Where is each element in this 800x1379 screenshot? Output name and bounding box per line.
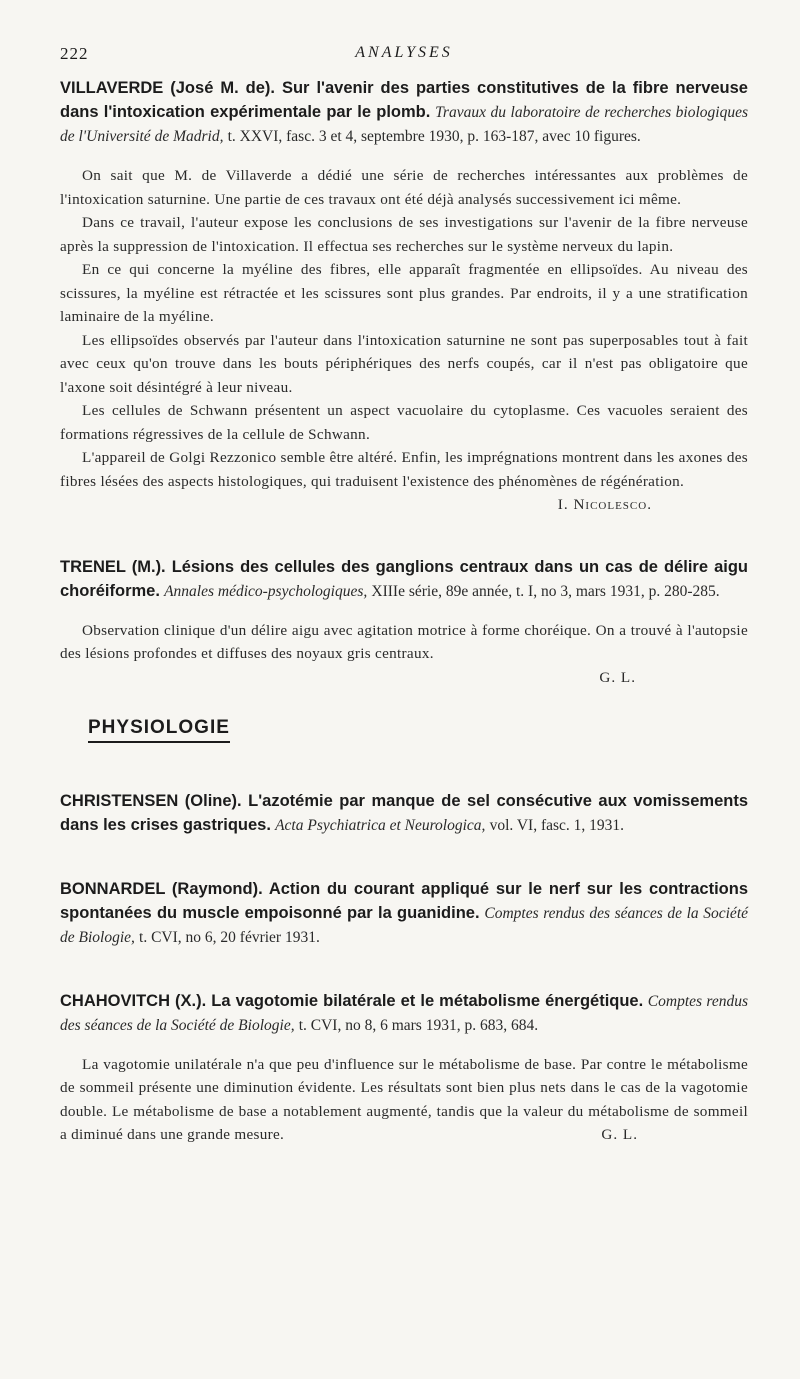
paragraph-text: L'appareil de Golgi Rezzonico semble être altéré. Enfin, les imprégnations montrent dans les axones des fibres lésées des aspects histologiques, qui traduisent l'existence des phénomènes de régénération. [60,449,748,490]
review-entry-trenel [60,555,748,689]
reviewer-signature: G. L. [599,668,636,686]
entry-details: vol. VI, fasc. 1, 1931. [489,816,625,834]
entry-source: Annales médico-psychologiques, [164,582,368,600]
entry-heading [60,789,748,837]
paragraph-last [60,1053,748,1147]
paragraph: Observation clinique d'un délire aigu avec agitation motrice à forme choréique. On a trouvé à l'autopsie des lésions profondes et diffuses des noyaux gris centraux. [60,621,748,662]
entry-details: t. CVI, no 8, 6 mars 1931, p. 683, 684. [298,1016,539,1034]
entry-body [60,164,748,517]
paragraph-text: La vagotomie unilatérale n'a que peu d'influence sur le métabolisme de base. Par contre le métabolisme de sommeil présente une diminution évidente. Les résultats sont bien plus nets dans le cas de la vagotomie double. Le métabolisme de base a notablement augmenté, tandis que la valeur du métabolisme de sommeil a diminué dans une grande mesure. [60,1055,748,1143]
section-title: PHYSIOLOGIE [88,717,230,743]
entry-body [60,619,748,689]
paragraph: Les cellules de Schwann présentent un aspect vacuolaire du cytoplasme. Ces vacuoles seraient des formations régressives de la cellule de Schwann. [60,402,748,443]
entry-source: Comptes rendus des séances de la Société de Biologie, [60,904,749,946]
entry-body [60,1053,748,1147]
review-entry-villaverde [60,76,748,517]
running-header [60,0,748,64]
entry-heading [60,76,748,148]
review-entry-christensen [60,789,748,837]
entry-source: Comptes rendus des séances de la Société de Biologie, [60,992,749,1034]
entry-title: TRENEL (M.). Lésions des cellules des ganglions centraux dans un cas de délire aigu choréiforme. [60,557,748,600]
entry-heading [60,877,748,949]
entry-source: Travaux du laboratoire de recherches biologiques de l'Université de Madrid, [60,104,748,145]
reviewer-signature: G. L. [601,1126,638,1143]
paragraph: En ce qui concerne la myéline des fibres, elle apparaît fragmentée en ellipsoïdes. Au niveau des scissures, la myéline est rétractée et les scissures sont plus grandes. Par endroits, il y a une stratification laminaire de la myéline. [60,261,748,325]
paragraph: On sait que M. de Villaverde a dédié une série de recherches intéressantes aux problèmes de l'intoxication saturnine. Une partie de ces travaux ont été déjà analysés successivement ici même. [60,167,748,208]
review-entry-bonnardel [60,877,748,949]
entry-title: BONNARDEL (Raymond). Action du courant appliqué sur le nerf sur les contractions spontanées du muscle empoisonné par la guanidine. [60,879,748,922]
running-title: ANALYSES [355,44,453,61]
entry-source: Acta Psychiatrica et Neurologica, [275,816,486,834]
review-entry-chahovitch [60,989,748,1147]
reviewer-signature: I. Nicolesco. [557,496,652,513]
entry-details: t. CVI, no 6, 20 février 1931. [139,928,320,946]
page-number: 222 [60,44,89,63]
entry-heading [60,555,748,603]
section-header [60,717,748,757]
entry-title: VILLAVERDE (José M. de). Sur l'avenir des parties constitutives de la fibre nerveuse dans l'intoxication expérimentale par le plomb. [60,79,748,121]
paragraph: Dans ce travail, l'auteur expose les conclusions de ses investigations sur l'avenir de la fibre nerveuse après la suppression de l'intoxication. Il effectua ses recherches sur le système nerveux du lapin. [60,214,748,255]
paragraph: Les ellipsoïdes observés par l'auteur dans l'intoxication saturnine ne sont pas superposables tout à fait avec ceux qu'on trouve dans les bouts périphériques des nerfs coupés, car il n'est pas obligatoire que l'axone soit désintégré à leur niveau. [60,331,748,396]
paragraph-last [60,446,748,513]
entry-title: CHAHOVITCH (X.). La vagotomie bilatérale et le métabolisme énergétique. [60,991,644,1010]
entry-details: t. XXVI, fasc. 3 et 4, septembre 1930, p. 163-187, avec 10 figures. [227,128,641,145]
entry-heading [60,989,748,1037]
entry-title: CHRISTENSEN (Oline). L'azotémie par manque de sel consécutive aux vomissements dans les crises gastriques. [60,791,748,834]
entry-details: XIIIe série, 89e année, t. I, no 3, mars 1931, p. 280-285. [371,582,720,600]
